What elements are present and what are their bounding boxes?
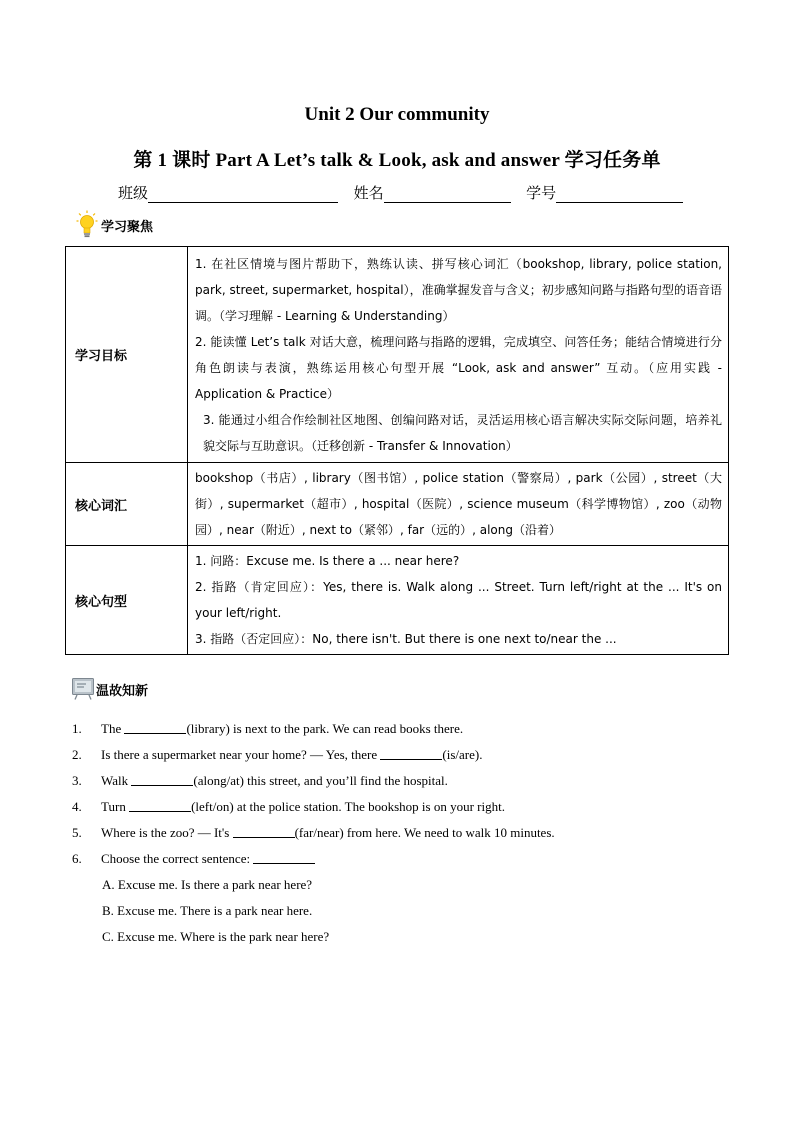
patterns-row — [66, 546, 729, 655]
answer-blank[interactable] — [131, 771, 193, 786]
review-exercises — [72, 716, 555, 950]
option-b[interactable]: B. Excuse me. There is a park near here. — [102, 903, 313, 918]
student-info-fields — [118, 182, 683, 203]
vocab-text: bookshop（书店）, library（图书馆）, police station（警察局）, park（公园）, street（大街）, supermarket（超市）, hospital（医院）, science museum（科学博物馆）, zoo（动物园）, near（附近）, next to（紧邻）, far（远的）, along（沿着） — [195, 471, 722, 537]
pattern-3: 3. 指路（否定回应）：No, there isn't. But there is one next to/near the ... — [195, 632, 617, 646]
option-c[interactable]: C. Excuse me. Where is the park near here? — [102, 929, 330, 944]
answer-blank[interactable] — [124, 719, 186, 734]
exercise-item: 2. Is there a supermarket near your home? — Yes, there (is/are). — [72, 747, 483, 762]
goals-row — [66, 247, 729, 463]
id-blank[interactable] — [556, 185, 683, 203]
section-focus-title: 学习聚焦 — [101, 219, 154, 235]
goal-2: 2. 能读懂 Let’s talk 对话大意，梳理问路与指路的逻辑，完成填空、问答任务；能结合情境进行分角色朗读与表演，熟练运用核心句型开展 “Look, ask and answer” 互动。（应用实践 - Application & Practice） — [195, 334, 722, 401]
learning-focus-table — [65, 246, 729, 655]
patterns-content — [188, 546, 729, 655]
answer-blank[interactable] — [380, 745, 442, 760]
class-blank[interactable] — [148, 185, 338, 203]
section-focus-heading — [76, 210, 153, 240]
goal-1: 1. 在社区情境与图片帮助下，熟练认读、拼写核心词汇（bookshop, library, police station, park, street, supermarket, hospital），准确掌握发音与含义；初步感知问路与指路句型的语音语调。（学习理解 - Learning & Understanding） — [195, 256, 722, 323]
answer-blank[interactable] — [129, 797, 191, 812]
goals-content — [188, 247, 729, 463]
blackboard-icon — [72, 678, 94, 700]
option-a[interactable]: A. Excuse me. Is there a park near here? — [102, 877, 313, 892]
section-review-title: 温故知新 — [96, 683, 149, 699]
class-label: 班级 — [118, 184, 149, 202]
name-blank[interactable] — [384, 185, 511, 203]
pattern-2: 2. 指路（肯定回应）：Yes, there is. Walk along ... Street. Turn left/right at the ... It's on your left/right. — [195, 580, 722, 620]
lightbulb-icon — [76, 210, 98, 240]
page-subtitle: 第 1 课时 Part A Let’s talk & Look, ask and answer 学习任务单 — [133, 150, 661, 171]
exercise-item: 6. Choose the correct sentence: — [72, 846, 329, 872]
section-review-heading — [72, 678, 148, 700]
exercise-item: 3. Walk (along/at) this street, and you’ll find the hospital. — [72, 773, 448, 788]
goals-label: 学习目标 — [66, 247, 188, 463]
id-label: 学号 — [526, 184, 557, 202]
goal-3: 3. 能通过小组合作绘制社区地图、创编问路对话，灵活运用核心语言解决实际交际问题，培养礼貌交际与互助意识。（迁移创新 - Transfer & Innovation） — [203, 412, 722, 453]
exercise-item: 4. Turn (left/on) at the police station. The bookshop is on your right. — [72, 799, 505, 814]
vocab-content — [188, 463, 729, 546]
page-title: Unit 2 Our community — [304, 104, 490, 125]
vocab-row — [66, 463, 729, 546]
patterns-label: 核心句型 — [66, 546, 188, 655]
answer-blank[interactable] — [253, 849, 315, 864]
vocab-label: 核心词汇 — [66, 463, 188, 546]
answer-blank[interactable] — [233, 823, 295, 838]
exercise-item: 5. Where is the zoo? — It's (far/near) from here. We need to walk 10 minutes. — [72, 825, 555, 840]
pattern-1: 1. 问路：Excuse me. Is there a ... near here? — [195, 554, 460, 568]
name-label: 姓名 — [353, 184, 384, 202]
exercise-item: 1. The (library) is next to the park. We can read books there. — [72, 721, 464, 736]
